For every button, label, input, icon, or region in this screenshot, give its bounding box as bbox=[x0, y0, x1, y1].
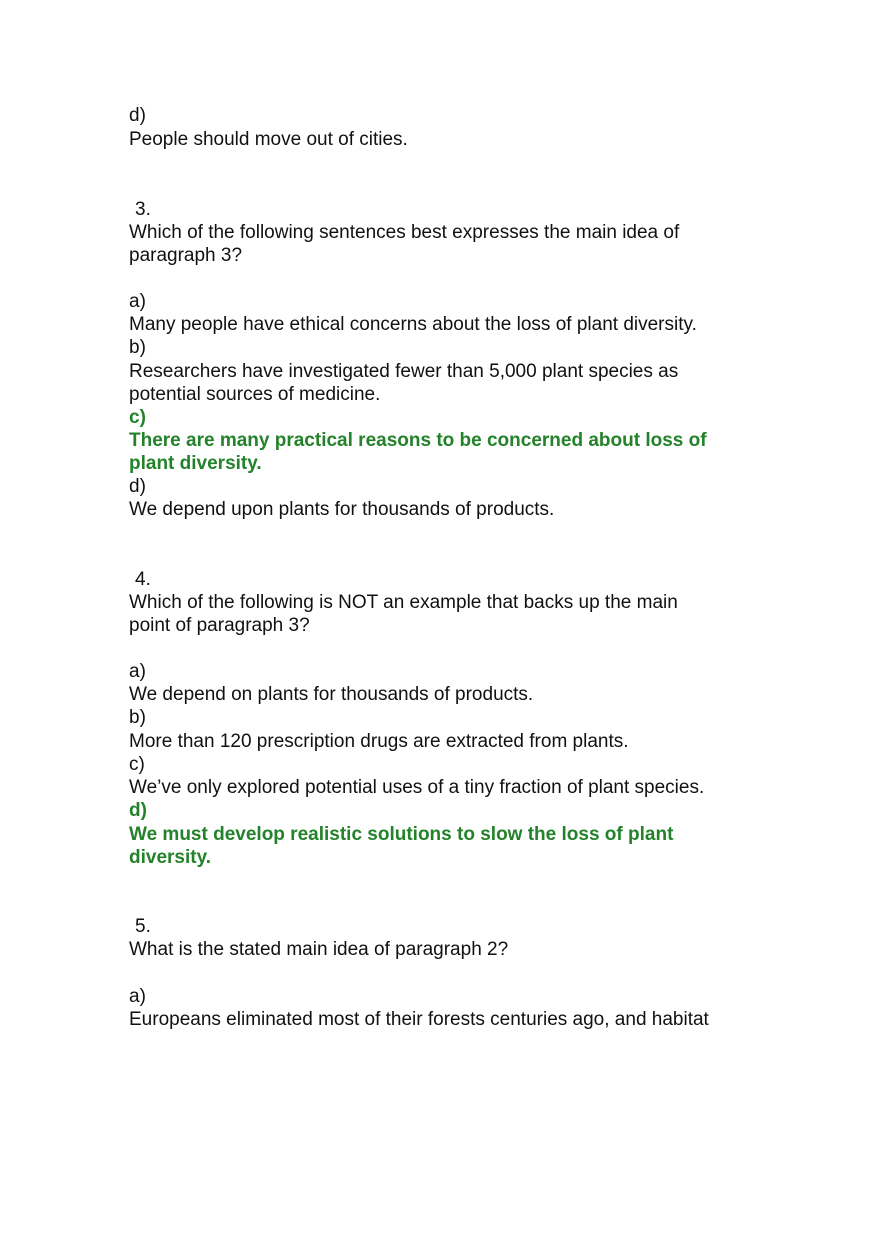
q3-option-b-text: Researchers have investigated fewer than 5,000 plant species as bbox=[129, 361, 679, 382]
q3-option-c-letter-correct: c) bbox=[129, 407, 146, 428]
q3-option-c-text-correct: There are many practical reasons to be concerned about loss of bbox=[129, 430, 707, 451]
q4-option-c-text: We’ve only explored potential uses of a tiny fraction of plant species. bbox=[129, 777, 705, 798]
q4-option-a-text: We depend on plants for thousands of products. bbox=[129, 684, 534, 705]
q4-option-a-letter: a) bbox=[129, 661, 146, 682]
question-4-prompt-cont: point of paragraph 3? bbox=[129, 615, 310, 636]
question-5-number: 5. bbox=[135, 916, 151, 937]
q4-option-b-text: More than 120 prescription drugs are extracted from plants. bbox=[129, 731, 629, 752]
question-5-prompt: What is the stated main idea of paragraph 2? bbox=[129, 939, 509, 960]
q4-option-c-letter: c) bbox=[129, 754, 145, 775]
q3-option-a-text: Many people have ethical concerns about the loss of plant diversity. bbox=[129, 314, 697, 335]
q3-option-a-letter: a) bbox=[129, 291, 146, 312]
q4-option-d-letter-correct: d) bbox=[129, 800, 147, 821]
question-4-prompt: Which of the following is NOT an example that backs up the main bbox=[129, 592, 678, 613]
q3-option-d-text: We depend upon plants for thousands of products. bbox=[129, 499, 555, 520]
q3-option-b-letter: b) bbox=[129, 337, 146, 358]
q3-option-b-text-cont: potential sources of medicine. bbox=[129, 384, 381, 405]
q5-option-a-text: Europeans eliminated most of their forests centuries ago, and habitat bbox=[129, 1009, 709, 1030]
question-4-number: 4. bbox=[135, 569, 151, 590]
question-3-prompt-cont: paragraph 3? bbox=[129, 245, 243, 266]
q4-option-d-text-correct-cont: diversity. bbox=[129, 847, 212, 868]
question-3-number: 3. bbox=[135, 199, 151, 220]
q4-option-b-letter: b) bbox=[129, 707, 146, 728]
q4-option-d-text-correct: We must develop realistic solutions to slow the loss of plant bbox=[129, 824, 674, 845]
prev-option-d-text: People should move out of cities. bbox=[129, 129, 408, 150]
q3-option-d-letter: d) bbox=[129, 476, 146, 497]
q3-option-c-text-correct-cont: plant diversity. bbox=[129, 453, 262, 474]
q5-option-a-letter: a) bbox=[129, 986, 146, 1007]
prev-option-d-letter: d) bbox=[129, 105, 146, 126]
question-3-prompt: Which of the following sentences best expresses the main idea of bbox=[129, 222, 680, 243]
